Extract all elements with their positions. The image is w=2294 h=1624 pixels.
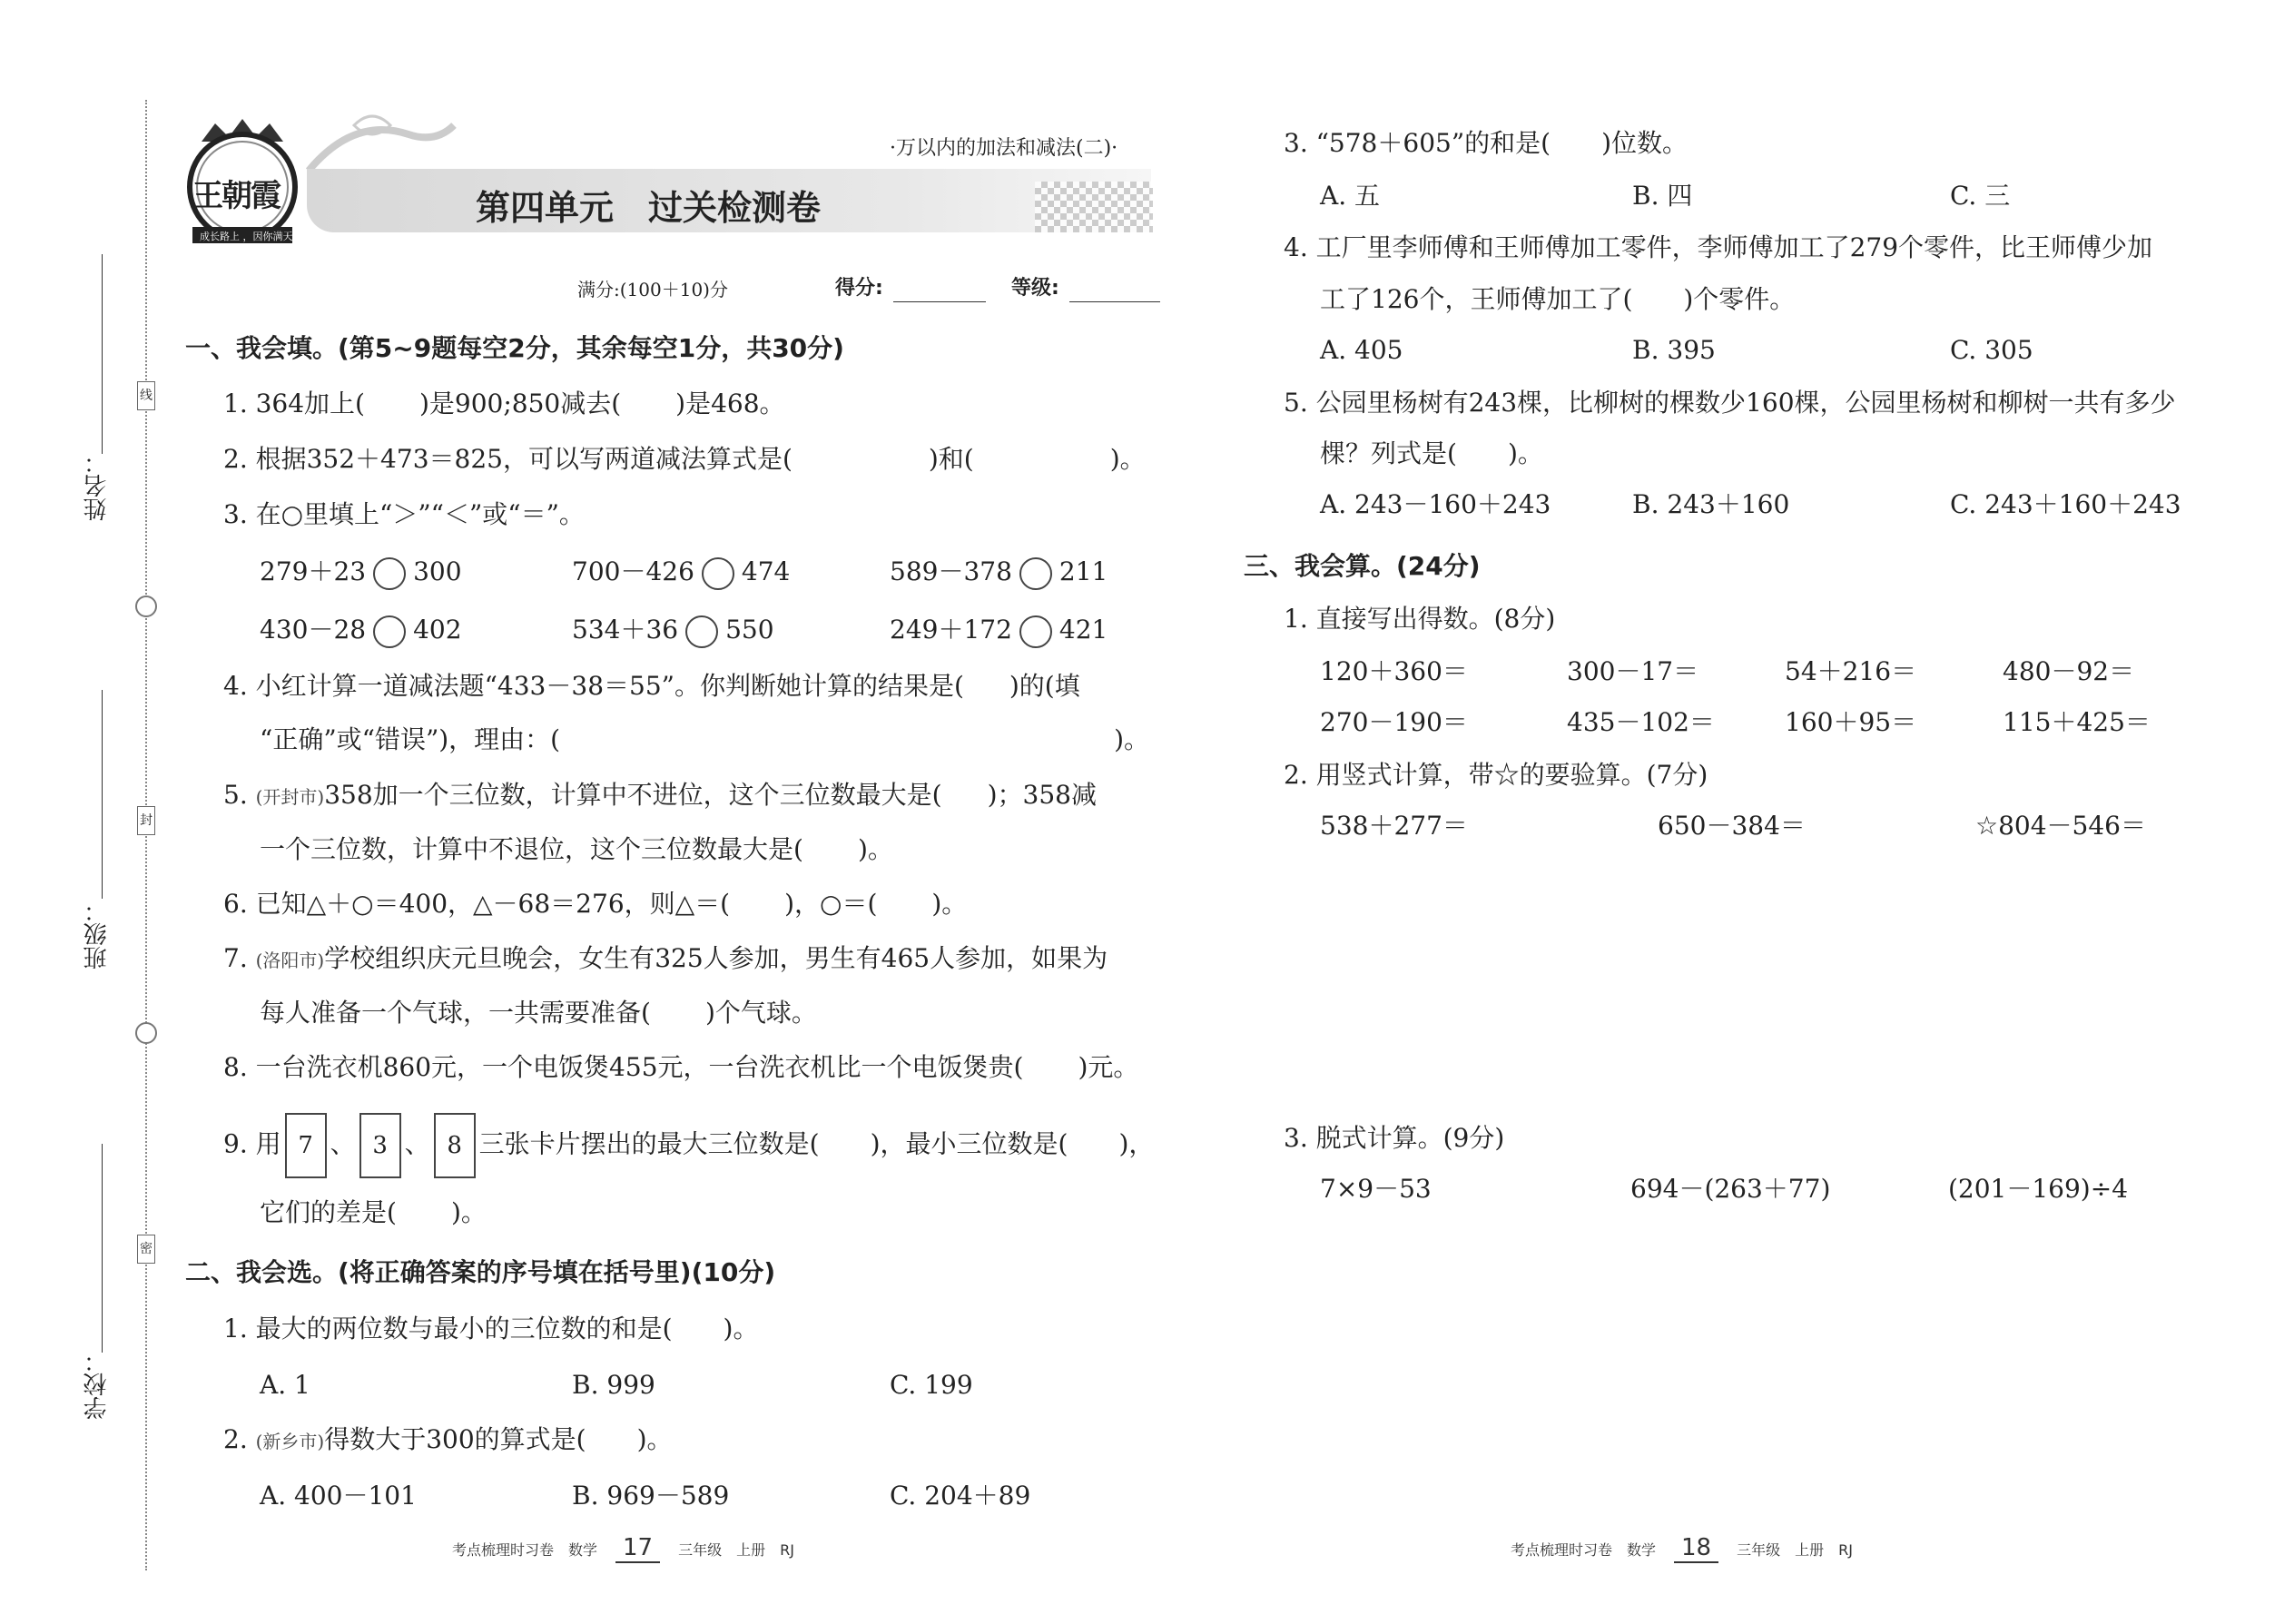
s1-q3-item-1: 279＋23 300 bbox=[260, 556, 462, 590]
s2-q1: 1. 最大的两位数与最小的三位数的和是( )。 bbox=[223, 1314, 759, 1343]
score-field[interactable] bbox=[893, 278, 986, 302]
page-number: 18 bbox=[1674, 1534, 1718, 1563]
compare-circle[interactable] bbox=[702, 557, 734, 590]
s1-q1: 1. 364加上( )是900;850减去( )是468。 bbox=[223, 389, 785, 418]
s2-q2: 2. (新乡市)得数大于300的算式是( )。 bbox=[223, 1424, 673, 1454]
class-field[interactable] bbox=[102, 690, 103, 899]
s3-q1-stem: 1. 直接写出得数。(8分) bbox=[1284, 604, 1556, 634]
s3-q1-r1-2: 300－17＝ bbox=[1567, 656, 1699, 686]
name-field[interactable] bbox=[102, 254, 103, 454]
s3-q2-item-2: 650－384＝ bbox=[1658, 811, 1806, 841]
s3-q3-item-2: 694－(263＋77) bbox=[1630, 1174, 1831, 1204]
page-number: 17 bbox=[615, 1534, 660, 1563]
compare-circle[interactable] bbox=[373, 557, 406, 590]
s3-q1-r1-3: 54＋216＝ bbox=[1785, 656, 1917, 686]
s2-q4-opt-b[interactable]: B. 395 bbox=[1632, 335, 1716, 365]
s3-q2-item-3: ☆804－546＝ bbox=[1975, 811, 2146, 841]
s2-q1-opt-b[interactable]: B. 999 bbox=[572, 1370, 655, 1400]
s1-q7-line1: 7. (洛阳市)学校组织庆元旦晚会，女生有325人参加，男生有465人参加，如果为 bbox=[223, 943, 1108, 973]
section-3-title: 三、我会算。(24分) bbox=[1244, 551, 1481, 581]
s2-q2-opt-a[interactable]: A. 400－101 bbox=[260, 1481, 417, 1511]
s1-q3-item-6: 249＋172 421 bbox=[890, 614, 1108, 648]
s1-q2: 2. 根据352＋473＝825，可以写两道减法算式是( )和( )。 bbox=[223, 444, 1146, 474]
s2-q3-opt-a[interactable]: A. 五 bbox=[1320, 181, 1381, 211]
compare-circle[interactable] bbox=[1019, 557, 1052, 590]
page-title: 第四单元 过关检测卷 bbox=[476, 188, 822, 228]
s1-q3-item-5: 534＋36 550 bbox=[572, 614, 774, 648]
unit-subtitle: ·万以内的加法和减法(二)· bbox=[890, 137, 1118, 160]
logo-brand-text: 王朝霞 bbox=[192, 178, 280, 214]
s2-q5-opt-a[interactable]: A. 243－160＋243 bbox=[1320, 489, 1551, 519]
seal-mark-feng: 封 bbox=[137, 806, 155, 835]
s3-q1-r2-3: 160＋95＝ bbox=[1785, 707, 1917, 737]
s3-q1-r2-4: 115＋425＝ bbox=[2003, 707, 2151, 737]
s1-q5-line1: 5. (开封市)358加一个三位数，计算中不进位，这个三位数最大是( )；358减 bbox=[223, 780, 1097, 810]
score-label: 得分: bbox=[835, 277, 883, 300]
s2-q5-line1: 5. 公园里杨树有243棵，比柳树的棵数少160棵，公园里杨树和柳树一共有多少 bbox=[1284, 388, 2176, 418]
grade-field[interactable] bbox=[1069, 278, 1160, 302]
s2-q3-opt-b[interactable]: B. 四 bbox=[1632, 181, 1693, 211]
s2-q2-opt-c[interactable]: C. 204＋89 bbox=[890, 1481, 1031, 1511]
footer-right bbox=[1511, 1534, 1853, 1563]
number-card: 8 bbox=[434, 1113, 476, 1178]
footer-book: 考点梳理时习卷 数学 bbox=[1511, 1541, 1657, 1559]
s3-q3-stem: 3. 脱式计算。(9分) bbox=[1284, 1123, 1505, 1153]
footer-left bbox=[452, 1534, 794, 1563]
s2-q4-opt-c[interactable]: C. 305 bbox=[1950, 335, 2033, 365]
class-label: 班级： bbox=[84, 899, 111, 969]
s1-q3-stem: 3. 在○里填上“＞”“＜”或“＝”。 bbox=[223, 499, 585, 529]
compare-circle[interactable] bbox=[1019, 615, 1052, 648]
s1-q8: 8. 一台洗衣机860元，一个电饭煲455元，一台洗衣机比一个电饭煲贵( )元。 bbox=[223, 1052, 1139, 1082]
seal-mark-mi: 密 bbox=[137, 1235, 155, 1264]
s3-q1-r2-2: 435－102＝ bbox=[1567, 707, 1715, 737]
s3-q1-r1-1: 120＋360＝ bbox=[1320, 656, 1468, 686]
s1-q3-item-2: 700－426 474 bbox=[572, 556, 790, 590]
s2-q5-opt-c[interactable]: C. 243＋160＋243 bbox=[1950, 489, 2181, 519]
s1-q3-item-3: 589－378 211 bbox=[890, 556, 1108, 590]
s1-q7-line2: 每人准备一个气球，一共需要准备( )个气球。 bbox=[260, 998, 817, 1028]
s2-q1-opt-a[interactable]: A. 1 bbox=[260, 1370, 310, 1400]
footer-grade: 三年级 上册 RJ bbox=[678, 1541, 794, 1559]
s2-q1-opt-c[interactable]: C. 199 bbox=[890, 1370, 973, 1400]
s1-q5-line2: 一个三位数，计算中不退位，这个三位数最大是( )。 bbox=[260, 834, 893, 864]
s1-q9-line1: 9. 用 7 、 3 、 8 三张卡片摆出的最大三位数是( )，最小三位数是( )， bbox=[223, 1113, 1154, 1178]
s2-q5-opt-b[interactable]: B. 243＋160 bbox=[1632, 489, 1790, 519]
s3-q3-item-1: 7×9－53 bbox=[1320, 1174, 1432, 1204]
name-label: 姓名： bbox=[84, 450, 111, 521]
s3-q3-item-3: (201－169)÷4 bbox=[1948, 1174, 2129, 1204]
banner-checker-pattern bbox=[1035, 182, 1153, 232]
compare-circle[interactable] bbox=[373, 615, 406, 648]
s3-q2-stem: 2. 用竖式计算，带☆的要验算。(7分) bbox=[1284, 760, 1708, 790]
footer-book: 考点梳理时习卷 数学 bbox=[452, 1541, 598, 1559]
section-1-title: 一、我会填。(第5~9题每空2分，其余每空1分，共30分) bbox=[185, 333, 844, 363]
binding-hole-1 bbox=[135, 595, 157, 617]
s1-q4-line2: “正确”或“错误”)，理由：( )。 bbox=[260, 724, 1150, 754]
school-field[interactable] bbox=[102, 1144, 103, 1353]
s3-q1-r1-4: 480－92＝ bbox=[2003, 656, 2135, 686]
s2-q3-opt-c[interactable]: C. 三 bbox=[1950, 181, 2011, 211]
s2-q4-opt-a[interactable]: A. 405 bbox=[1320, 335, 1403, 365]
school-label: 学校： bbox=[84, 1349, 111, 1420]
logo-slogan: 成长路上 ，因你满天 bbox=[200, 231, 293, 242]
s2-q4-line2: 工了126个，王师傅加工了( )个零件。 bbox=[1320, 284, 1796, 314]
number-card: 3 bbox=[359, 1113, 401, 1178]
s3-q2-item-1: 538＋277＝ bbox=[1320, 811, 1468, 841]
full-score: 满分:(100＋10)分 bbox=[577, 279, 728, 300]
seal-mark-xian: 线 bbox=[137, 381, 155, 410]
footer-grade: 三年级 上册 RJ bbox=[1737, 1541, 1853, 1559]
s3-q1-r2-1: 270－190＝ bbox=[1320, 707, 1468, 737]
s1-q4-line1: 4. 小红计算一道减法题“433－38＝55”。你判断她计算的结果是( )的(填 bbox=[223, 671, 1080, 701]
s1-q3-item-4: 430－28 402 bbox=[260, 614, 462, 648]
grade-label: 等级: bbox=[1011, 277, 1059, 300]
number-card: 7 bbox=[285, 1113, 327, 1178]
binding-hole-2 bbox=[135, 1022, 157, 1044]
s2-q4-line1: 4. 工厂里李师傅和王师傅加工零件，李师傅加工了279个零件，比王师傅少加 bbox=[1284, 232, 2153, 262]
brand-logo bbox=[174, 114, 310, 251]
s1-q6: 6. 已知△＋○＝400，△－68＝276，则△＝( )，○＝( )。 bbox=[223, 889, 968, 919]
binding-dotted-line bbox=[145, 100, 147, 1570]
s2-q3: 3. “578＋605”的和是( )位数。 bbox=[1284, 128, 1688, 158]
section-2-title: 二、我会选。(将正确答案的序号填在括号里)(10分) bbox=[185, 1257, 776, 1287]
s1-q9-line2: 它们的差是( )。 bbox=[260, 1197, 487, 1227]
compare-circle[interactable] bbox=[685, 615, 718, 648]
s2-q2-opt-b[interactable]: B. 969－589 bbox=[572, 1481, 730, 1511]
s2-q5-line2: 棵？列式是( )。 bbox=[1320, 438, 1543, 468]
